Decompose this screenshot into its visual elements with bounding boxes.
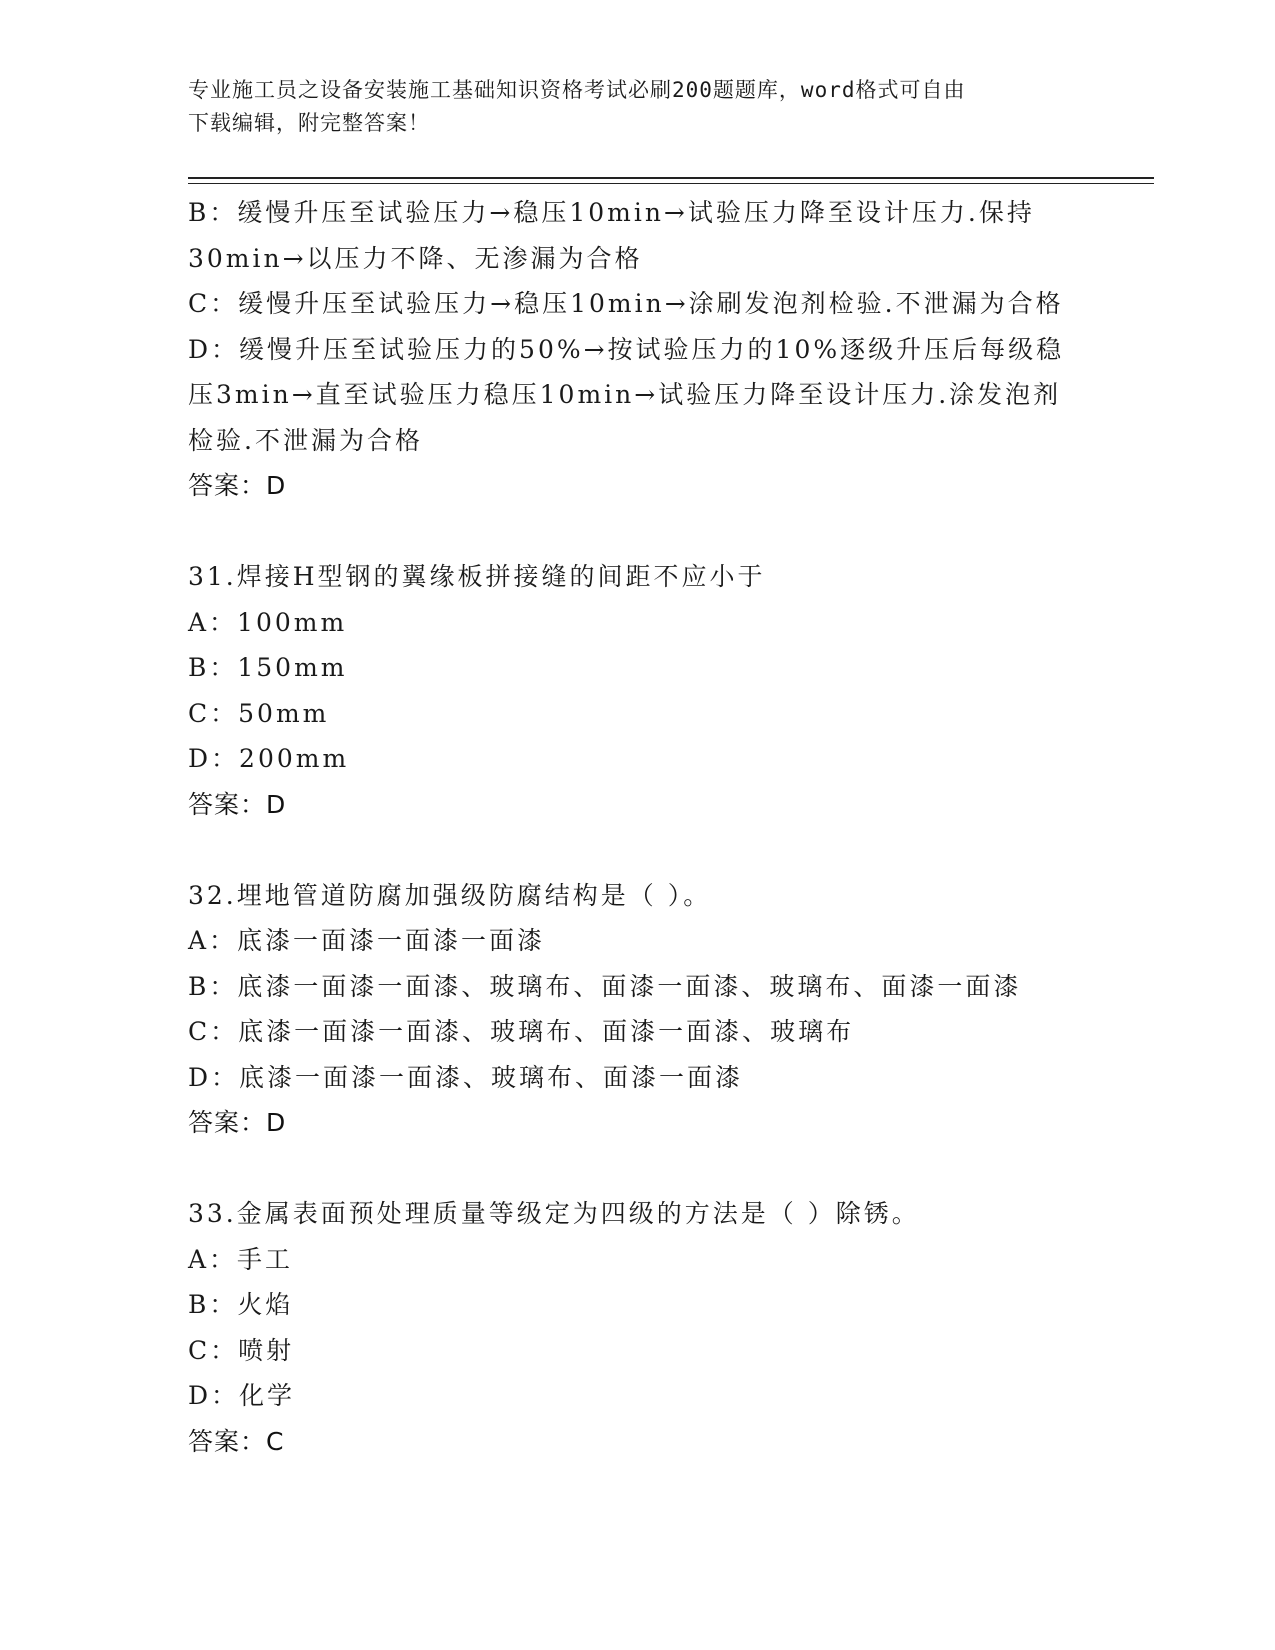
option-a: A：底漆一面漆一面漆一面漆 (188, 926, 546, 955)
question-32 (188, 873, 1148, 1146)
option-c: C：50mm (188, 698, 330, 728)
header-rule-thin (188, 183, 1154, 184)
spacer (188, 1146, 1148, 1192)
answer-label: 答案：D (188, 471, 287, 500)
option-c: C：喷射 (188, 1335, 295, 1365)
option-a: A：手工 (188, 1244, 294, 1274)
header-rule-thick (188, 177, 1154, 179)
option-b: B：150mm (188, 653, 348, 682)
answer-label: 答案：D (188, 1108, 287, 1137)
option-d: D：底漆一面漆一面漆、玻璃布、面漆一面漆 (188, 1062, 744, 1092)
option-line: B：缓慢升压至试验压力→稳压10min→试验压力降至设计压力.保持 (188, 198, 1035, 227)
question-stem: 33.金属表面预处理质量等级定为四级的方法是（ ）除锈。 (188, 1199, 920, 1228)
option-line: 压3min→直至试验压力稳压10min→试验压力降至设计压力.涂发泡剂 (188, 380, 1062, 409)
spacer (188, 509, 1148, 555)
document-header (188, 74, 1068, 140)
option-line: 检验.不泄漏为合格 (188, 425, 423, 455)
question-31 (188, 554, 1148, 827)
option-b: B：底漆一面漆一面漆、玻璃布、面漆一面漆、玻璃布、面漆一面漆 (188, 971, 1022, 1001)
option-c: C：底漆一面漆一面漆、玻璃布、面漆一面漆、玻璃布 (188, 1017, 855, 1046)
option-line: D：缓慢升压至试验压力的50%→按试验压力的10%逐级升压后每级稳 (188, 334, 1065, 364)
option-b: B：火焰 (188, 1290, 294, 1319)
option-a: A：100mm (188, 607, 348, 637)
previous-question-options (188, 190, 1148, 509)
option-line: 30min→以压力不降、无渗漏为合格 (188, 243, 643, 273)
option-d: D：200mm (188, 744, 350, 773)
question-content (188, 190, 1148, 1464)
answer-label: 答案：D (188, 789, 287, 819)
question-stem: 32.埋地管道防腐加强级防腐结构是（ ）。 (188, 880, 712, 910)
option-line: C：缓慢升压至试验压力→稳压10min→涂刷发泡剂检验.不泄漏为合格 (188, 289, 1064, 318)
answer-label: 答案：C (188, 1426, 285, 1456)
question-33 (188, 1191, 1148, 1464)
header-line-1: 专业施工员之设备安装施工基础知识资格考试必刷200题题库，word格式可自由 (188, 78, 966, 102)
header-line-2: 下载编辑，附完整答案！ (188, 111, 430, 135)
spacer (188, 827, 1148, 873)
question-stem: 31.焊接H型钢的翼缘板拼接缝的间距不应小于 (188, 562, 766, 591)
option-d: D：化学 (188, 1381, 296, 1410)
